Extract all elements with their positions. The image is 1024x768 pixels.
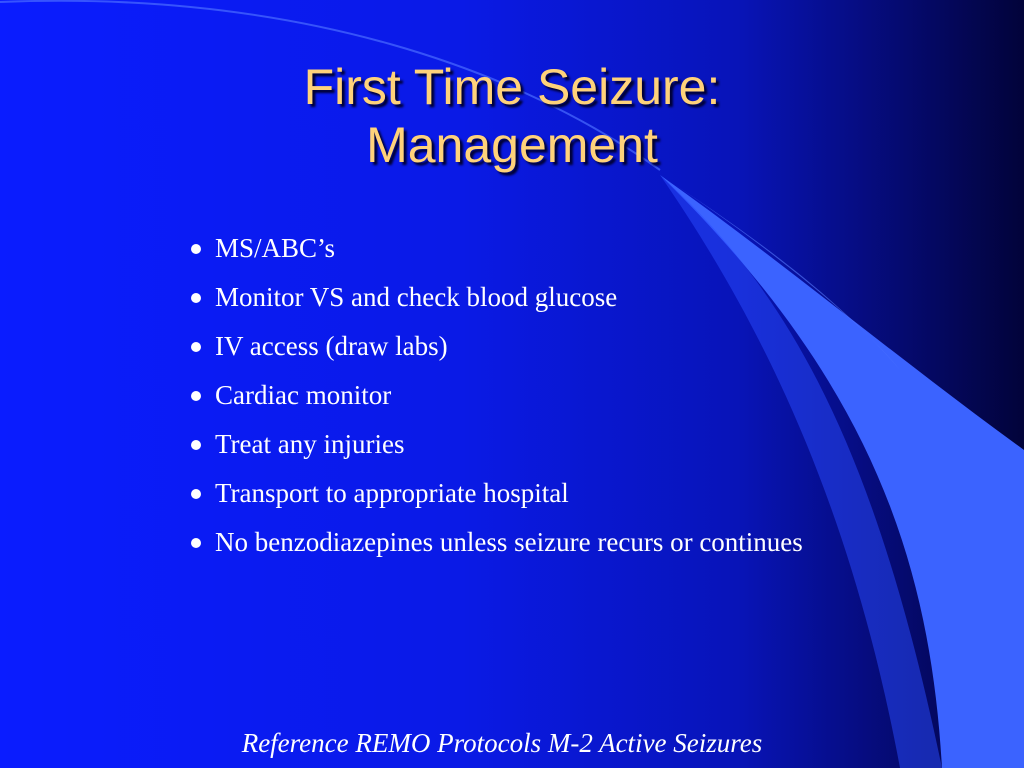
bullet-dot-icon [191,440,201,450]
title-line-2: Management [366,117,658,173]
title-line-1: First Time Seizure: [303,59,721,115]
bullet-text: Cardiac monitor [215,380,392,410]
bullet-text: Monitor VS and check blood glucose [215,282,618,312]
bullet-item [188,425,848,464]
reference-footer: Reference REMO Protocols M-2 Active Seizures [241,728,763,758]
bullet-text: Treat any injuries [215,429,405,459]
bullet-item [188,376,848,415]
bullet-text: Transport to appropriate hospital [215,478,569,508]
bullet-text: No benzodiazepines unless seizure recurs or continues [215,527,803,557]
bullet-list [188,229,848,572]
bullet-item [188,278,848,317]
slide-title [112,58,912,174]
bullet-item [188,229,848,268]
bullet-item [188,327,848,366]
bullet-text: IV access (draw labs) [215,331,448,361]
bullet-text: MS/ABC’s [215,233,336,263]
bullet-dot-icon [191,293,201,303]
bullet-dot-icon [191,489,201,499]
bullet-dot-icon [191,244,201,254]
bullet-item [188,523,848,562]
bullet-dot-icon [191,391,201,401]
bullet-item [188,474,848,513]
bullet-dot-icon [191,538,201,548]
bullet-dot-icon [191,342,201,352]
